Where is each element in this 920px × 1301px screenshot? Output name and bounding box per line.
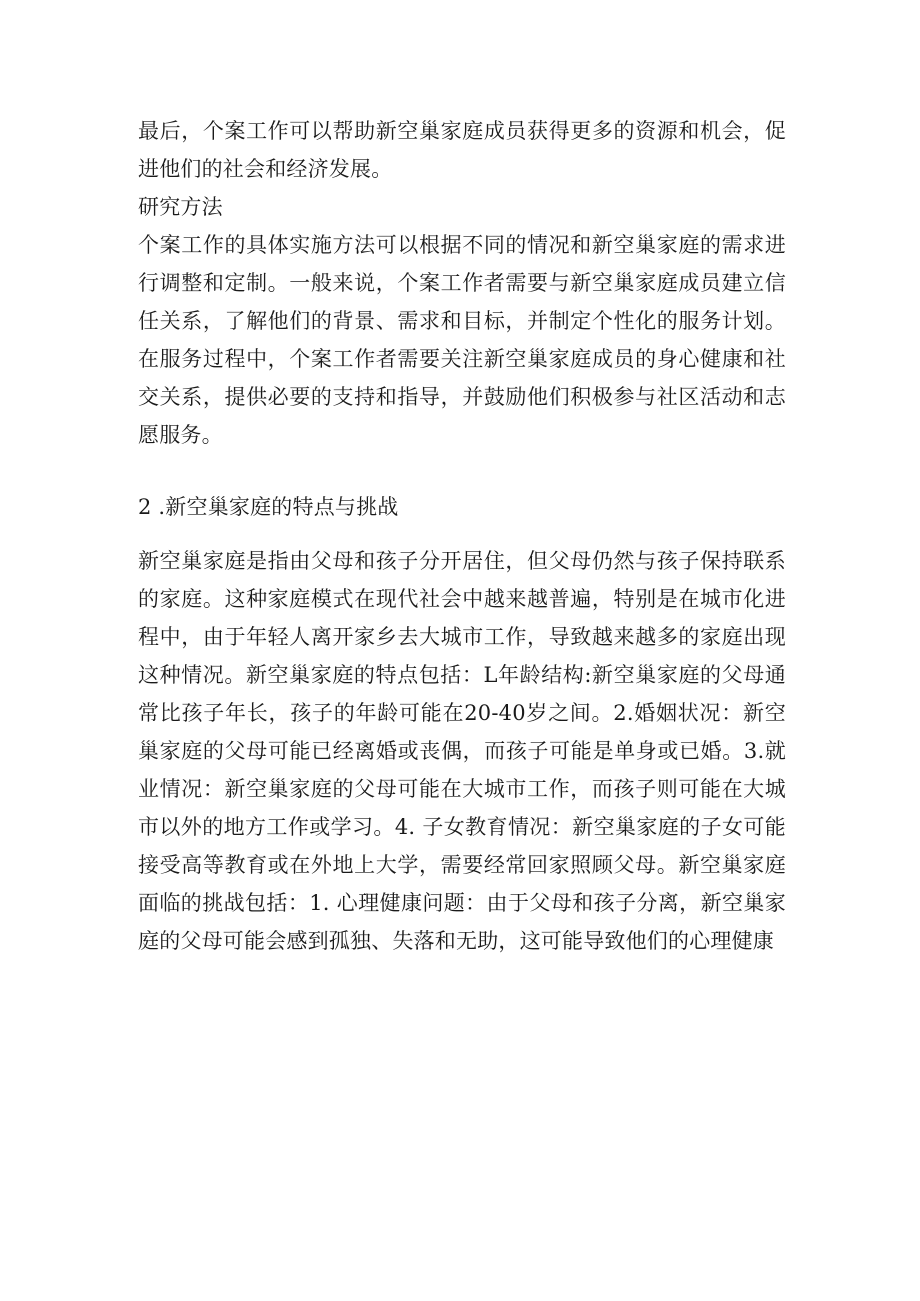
section-heading-characteristics: 2 .新空巢家庭的特点与挑战 bbox=[138, 495, 399, 519]
document-body bbox=[138, 112, 786, 960]
section-heading-research-method: 研究方法 bbox=[138, 195, 223, 219]
paragraph-method: 个案工作的具体实施方法可以根据不同的情况和新空巢家庭的需求进行调整和定制。一般来说，个案工作者需要与新空巢家庭成员建立信任关系，了解他们的背景、需求和目标，并制定个性化的服务计划。在服务过程中，个案工作者需要关注新空巢家庭成员的身心健康和社交关系，提供必要的支持和指导，并鼓励他们积极参与社区活动和志愿服务。 bbox=[138, 233, 786, 447]
paragraph-characteristics: 新空巢家庭是指由父母和孩子分开居住，但父母仍然与孩子保持联系的家庭。这种家庭模式在现代社会中越来越普遍，特别是在城市化进程中，由于年轻人离开家乡去大城市工作，导致越来越多的家庭出现这种情况。新空巢家庭的特点包括：L年龄结构:新空巢家庭的父母通常比孩子年长，孩子的年龄可能在20-40岁之间。2.婚姻状况：新空巢家庭的父母可能已经离婚或丧偶，而孩子可能是单身或已婚。3.就业情况：新空巢家庭的父母可能在大城市工作，而孩子则可能在大城市以外的地方工作或学习。4. 子女教育情况：新空巢家庭的子女可能接受高等教育或在外地上大学，需要经常回家照顾父母。新空巢家庭面临的挑战包括：1. 心理健康问题：由于父母和孩子分离，新空巢家庭的父母可能会感到孤独、失落和无助，这可能导致他们的心理健康 bbox=[138, 549, 786, 953]
spacer bbox=[138, 526, 786, 542]
spacer bbox=[138, 454, 786, 488]
paragraph-conclusion: 最后，个案工作可以帮助新空巢家庭成员获得更多的资源和机会，促进他们的社会和经济发展。 bbox=[138, 119, 786, 181]
